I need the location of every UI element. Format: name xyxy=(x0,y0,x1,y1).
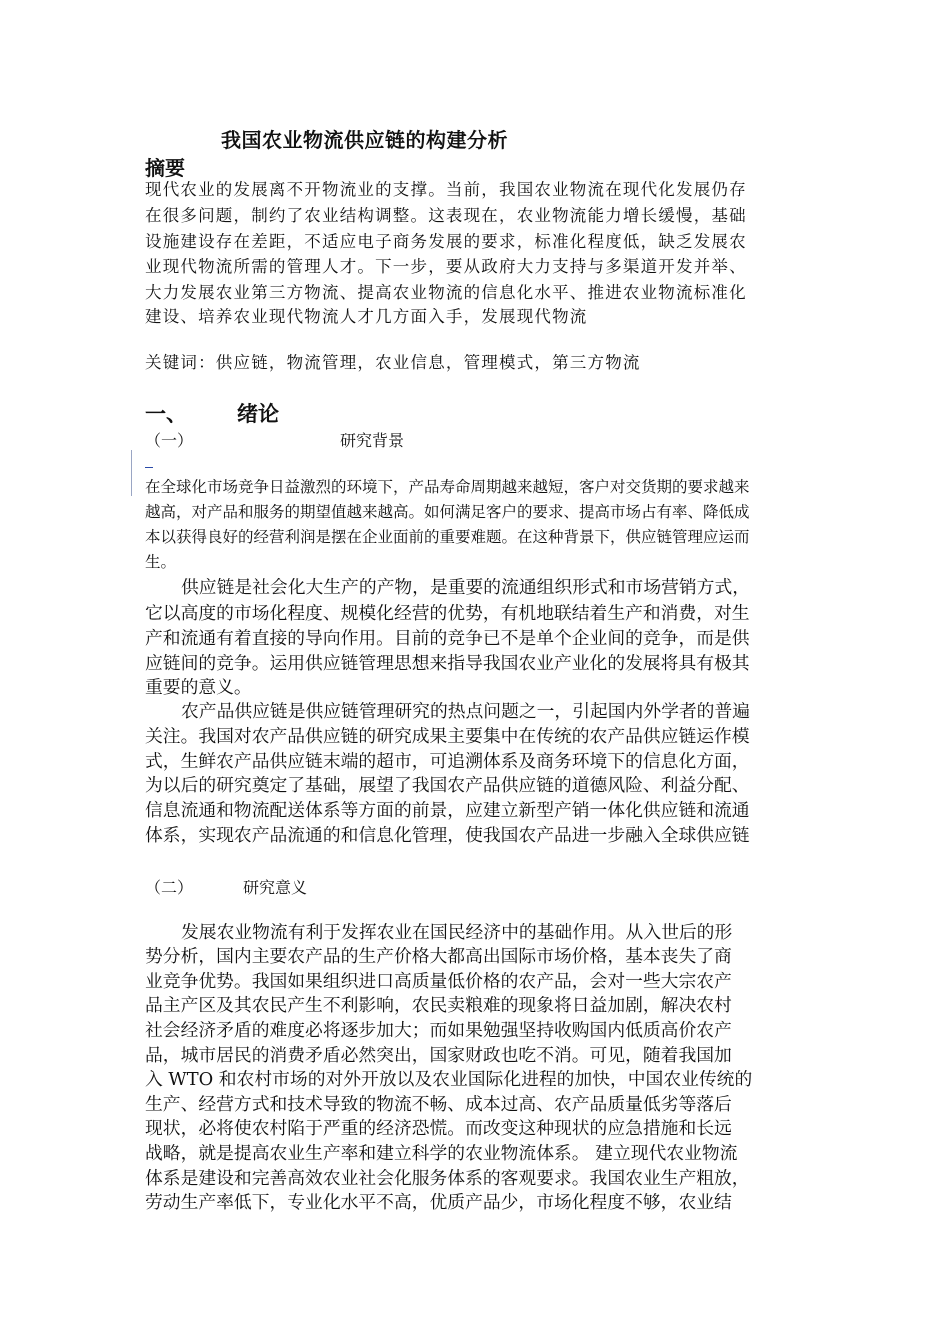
paragraph-line: 农产品供应链是供应链管理研究的热点问题之一，引起国内外学者的普遍 xyxy=(181,701,751,722)
paragraph-line: 体系，实现农产品流通的和信息化管理，使我国农产品进一步融入全球供应链 xyxy=(145,825,750,846)
text-cursor-bar xyxy=(131,450,132,496)
background-line: 生。 xyxy=(145,553,177,571)
abstract-line: 业现代物流所需的管理人才。下一步，要从政府大力支持与多渠道开发并举、 xyxy=(145,257,747,276)
background-line: 本以获得良好的经营利润是摆在企业面前的重要难题。在这种背景下，供应链管理应运而 xyxy=(145,528,750,546)
section-title: 研究背景 xyxy=(340,431,405,450)
abstract-line: 建设、培养农业现代物流人才几方面入手，发展现代物流 xyxy=(145,307,588,326)
paragraph-line: 体系是建设和完善高效农业社会化服务体系的客观要求。我国农业生产粗放， xyxy=(145,1168,750,1189)
paragraph-line: 应链间的竞争。运用供应链管理思想来指导我国农业产业化的发展将具有极其 xyxy=(145,653,750,674)
paragraph-line: 供应链是社会化大生产的产物，是重要的流通组织形式和市场营销方式， xyxy=(181,577,751,598)
section-title: 研究意义 xyxy=(243,878,308,897)
abstract-line: 现代农业的发展离不开物流业的支撑。当前，我国农业物流在现代化发展仍存 xyxy=(145,180,747,199)
paragraph-line: 式，生鲜农产品供应链末端的超市，可追溯体系及商务环境下的信息化方面， xyxy=(145,751,750,772)
paragraph-line: 信息流通和物流配送体系等方面的前景，应建立新型产销一体化供应链和流通 xyxy=(145,800,750,821)
abstract-line: 设施建设存在差距，不适应电子商务发展的要求，标准化程度低，缺乏发展农 xyxy=(145,232,747,251)
paragraph-line: 发展农业物流有利于发挥农业在国民经济中的基础作用。从入世后的形 xyxy=(181,922,733,943)
document-title: 我国农业物流供应链的构建分析 xyxy=(221,128,508,152)
paragraph-line: 劳动生产率低下，专业化水平不高，优质产品少，市场化程度不够，农业结 xyxy=(145,1192,732,1213)
chapter-number: 一、 xyxy=(145,401,187,426)
section-number: （二） xyxy=(145,878,194,897)
paragraph-line: 业竞争优势。我国如果组织进口高质量低价格的农产品，会对一些大宗农产 xyxy=(145,971,732,992)
paragraph-line: 关注。我国对农产品供应链的研究成果主要集中在传统的农产品供应链运作模 xyxy=(145,726,750,747)
text-cursor-mark xyxy=(145,467,153,468)
paragraph-line: 它以高度的市场化程度、规模化经营的优势，有机地联结着生产和消费，对生 xyxy=(145,603,750,624)
paragraph-line: 入 WTO 和农村市场的对外开放以及农业国际化进程的加快，中国农业传统的 xyxy=(145,1069,753,1090)
paragraph-line: 品主产区及其农民产生不利影响，农民卖粮难的现象将日益加剧，解决农村 xyxy=(145,995,732,1016)
paragraph-line: 战略，就是提高农业生产率和建立科学的农业物流体系。 建立现代农业物流 xyxy=(145,1143,738,1164)
paragraph-line: 势分析，国内主要农产品的生产价格大都高出国际市场价格，基本丧失了商 xyxy=(145,946,732,967)
paragraph-line: 现状，必将使农村陷于严重的经济恐慌。而改变这种现状的应急措施和长远 xyxy=(145,1118,732,1139)
paragraph-line: 社会经济矛盾的难度必将逐步加大；而如果勉强坚持收购国内低质高价农产 xyxy=(145,1020,732,1041)
section-number: （一） xyxy=(145,431,194,450)
paragraph-line: 为以后的研究奠定了基础，展望了我国农产品供应链的道德风险、利益分配、 xyxy=(145,775,750,796)
chapter-title: 绪论 xyxy=(237,402,279,426)
background-line: 在全球化市场竞争日益激烈的环境下，产品寿命周期越来越短，客户对交货期的要求越来 xyxy=(145,478,750,496)
abstract-heading: 摘要 xyxy=(145,156,185,180)
paragraph-line: 重要的意义。 xyxy=(145,677,252,698)
paragraph-line: 生产、经营方式和技术导致的物流不畅、成本过高、农产品质量低劣等落后 xyxy=(145,1094,732,1115)
paragraph-line: 产和流通有着直接的导向作用。目前的竞争已不是单个企业间的竞争，而是供 xyxy=(145,628,750,649)
keywords-line: 关键词：供应链，物流管理，农业信息，管理模式，第三方物流 xyxy=(145,353,641,372)
abstract-line: 大力发展农业第三方物流、提高农业物流的信息化水平、推进农业物流标准化 xyxy=(145,283,747,302)
abstract-line: 在很多问题，制约了农业结构调整。这表现在，农业物流能力增长缓慢，基础 xyxy=(145,206,747,225)
paragraph-line: 品，城市居民的消费矛盾必然突出，国家财政也吃不消。可见，随着我国加 xyxy=(145,1045,732,1066)
background-line: 越高，对产品和服务的期望值越来越高。如何满足客户的要求、提高市场占有率、降低成 xyxy=(145,503,750,521)
